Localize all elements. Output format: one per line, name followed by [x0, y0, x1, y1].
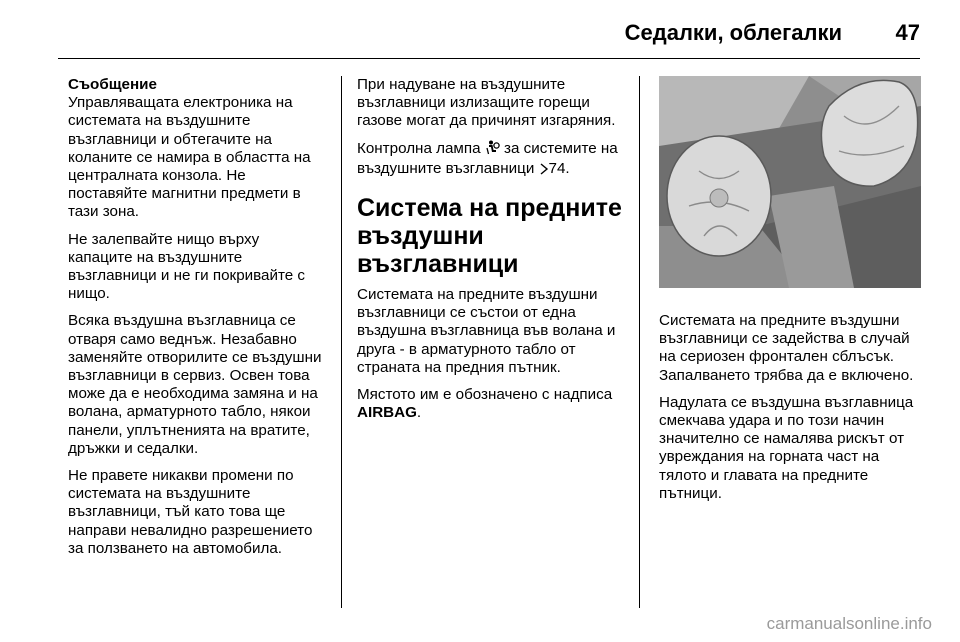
control-lamp-text-middle: за системите на въздушните възглавници	[357, 139, 618, 177]
footer-watermark: carmanualsonline.info	[766, 614, 932, 633]
front-airbag-system-paragraph: Системата на предните въздушни възглавници се състои от една въздушна възглавница във волана и друга - в арматурното табло от страната на предния пътник.	[357, 286, 616, 376]
burn-warning-paragraph: При надуване на въздушните възглавници излизащите горещи газове могат да причинят изгаряния.	[357, 76, 616, 130]
deployment-paragraph: Системата на предните въздушни възглавници се задейства в случай на сериозен фронтален сблъсък. Запалването трябва да е включено.	[659, 312, 914, 384]
notice-paragraph-1: Управляващата електроника на системата на въздушните възглавници и обтегачите на коланите се намира в областта на централната конзола. Не поставяйте магнитни предмети в тази зона.	[68, 94, 311, 221]
column-divider-1	[341, 76, 342, 608]
notice-paragraph-2: Не залепвайте нищо върху капаците на въздушните възглавници и не ги покривайте с нищо.	[68, 230, 305, 303]
page-reference-icon	[539, 162, 549, 180]
notice-paragraph-4: Не правете никакви промени по системата на въздушните възглавници, тъй като това ще направи невалидно разрешението за ползването на автомобила.	[68, 467, 313, 557]
header-divider	[58, 58, 920, 59]
airbag-label-paragraph	[357, 386, 631, 422]
airbag-label-word: AIRBAG	[357, 404, 417, 422]
airbag-label-text-before: Мястото им е обозначено с надписа	[357, 386, 613, 404]
control-lamp-text-before: Контролна лампа	[357, 139, 485, 157]
notice-title: Съобщение	[68, 76, 157, 93]
page-header-title: Седалки, облегалки	[624, 20, 842, 45]
section-heading: Система на предните въздушни възглавници	[357, 194, 622, 279]
column-middle	[357, 76, 631, 431]
control-lamp-paragraph	[357, 140, 631, 180]
notice-paragraph-3: Всяка въздушна възглавница се отваря само веднъж. Незабавно заменяйте отворилите се въздушни възглавници в сервиз. Освен това може да е необходима замяна и на волана, арматурното табло, някои панели, уплътненията на вратите, дръжки и седалки.	[68, 312, 322, 457]
column-divider-2	[639, 76, 640, 608]
airbag-label-text-after: .	[416, 404, 422, 422]
airbag-warning-icon	[485, 140, 500, 160]
page-number: 47	[895, 20, 920, 45]
column-right	[659, 312, 927, 512]
column-left	[68, 76, 326, 567]
front-airbags-illustration	[659, 76, 921, 288]
protection-paragraph: Надулата се въздушна възглавница смекчава удара и по този начин значително се намалява рискът от увреждания на горната част на тялото и главата на предните пътници.	[659, 393, 914, 502]
control-lamp-page-ref: 74.	[548, 159, 570, 177]
airbag-illustration-drawing	[659, 76, 921, 288]
